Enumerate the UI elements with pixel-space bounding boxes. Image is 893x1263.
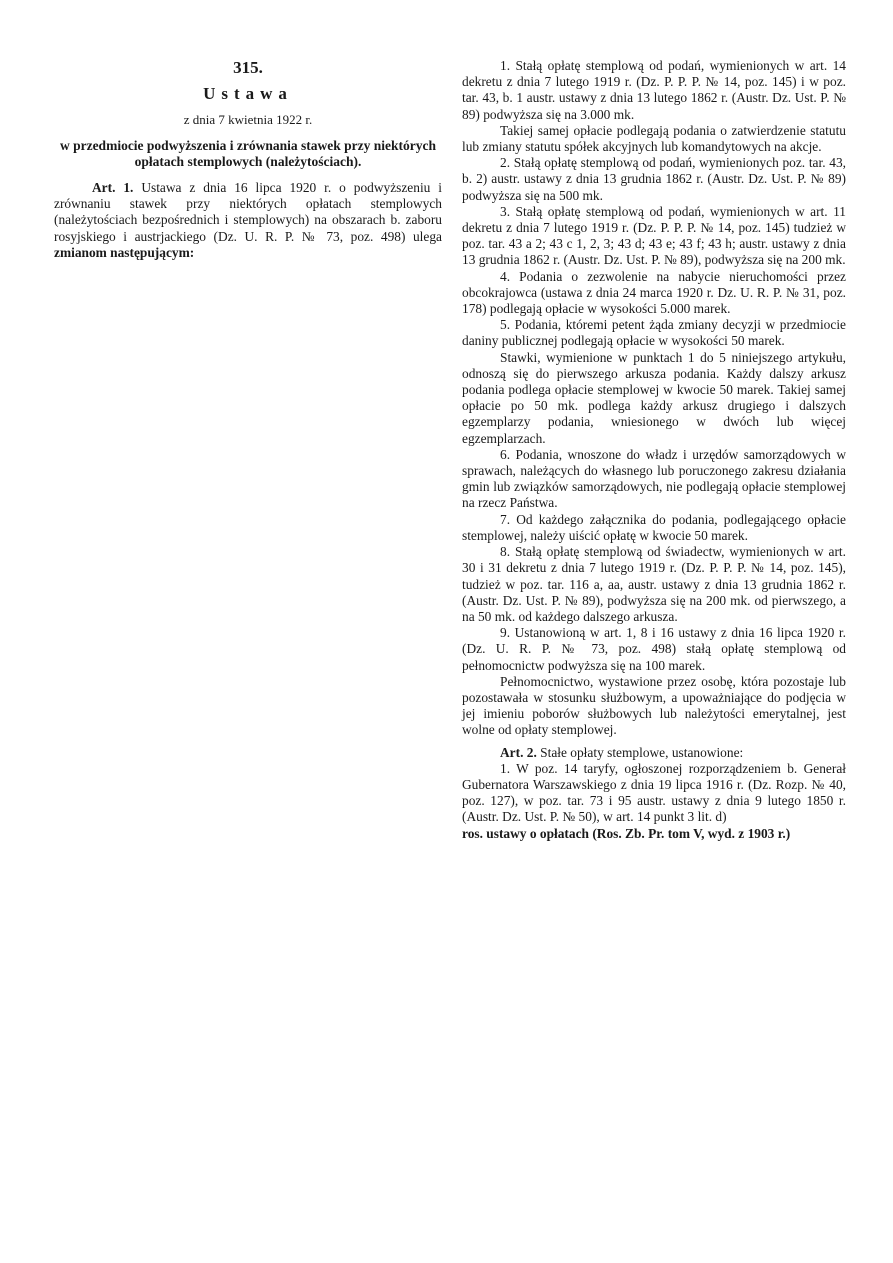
paragraph: 3. Stałą opłatę stemplową od podań, wymienionych w art. 11 dekretu z dnia 7 lutego 1919 r. (Dz. P. P. P. № 14, poz. 145) tudzież w poz. tar. 43 a 2; 43 c 1, 2, 3; 43 d; 43 e; 43 f; 43 h; austr. ustawy z dnia 13 grudnia 1862 r. (Austr. Dz. Ust. P. № 89), podwyższa się na 200 mk. — [462, 203, 846, 268]
act-number: 315. — [233, 58, 263, 77]
paragraph: 5. Podania, któremi petent żąda zmiany decyzji w przedmiocie daniny publicznej podlegają opłacie w wysokości 50 marek. — [462, 317, 846, 349]
article-1-text: Ustawa z dnia 16 lipca 1920 r. o podwyższeniu i zrównaniu stawek przy niektórych opłatach stemplowych (należytościach bezpośrednich i stemplowych) na obszarach b. zaboru rosyjskiego i austrjackiego (Dz. U. R. P. № 73, poz. 498) ulega — [54, 180, 442, 244]
paragraph: Stawki, wymienione w punktach 1 do 5 niniejszego artykułu, odnoszą się do pierwszego arkusza podania. Każdy dalszy arkusz podania podlega opłacie stemplowej w kwocie 50 marek. Takiej samej opłacie po 50 mk. podlega każdy arkusz drugiego i dalszych egzemplarzy podania, wniesionego w dwóch lub więcej egzemplarzach. — [462, 349, 846, 446]
left-column — [54, 58, 442, 261]
act-subject: w przedmiocie podwyższenia i zrównania stawek przy niektórych opłatach stemplowych (należytościach). — [59, 138, 437, 169]
paragraph: 1. Stałą opłatę stemplową od podań, wymienionych w art. 14 dekretu z dnia 7 lutego 1919 r. (Dz. P. P. P. № 14, poz. 145) i w poz. tar. 43, b. 1 austr. ustawy z dnia 13 lutego 1862 r. (Austr. Dz. Ust. P. № 89) podwyższa się na 3.000 mk. — [462, 58, 846, 122]
paragraph: 6. Podania, wnoszone do władz i urzędów samorządowych w sprawach, należących do własnego lub poruczonego zakresu działania gmin lub związków samorządowych, nie podlegają opłacie stemplowej na rzecz Państwa. — [462, 446, 846, 511]
paragraph: 7. Od każdego załącznika do podania, podlegającego opłacie stemplowej, należy uiścić opłatę w kwocie 50 marek. — [462, 511, 846, 543]
paragraph: Pełnomocnictwo, wystawione przez osobę, która pozostaje lub pozostawała w stosunku służbowym, a upoważniające do podjęcia w jej imieniu poborów służbowych lub należytości emerytalnej, jest wolne od opłaty stemplowej. — [462, 673, 846, 738]
paragraph: 8. Stałą opłatę stemplową od świadectw, wymienionych w art. 30 i 31 dekretu z dnia 7 lutego 1919 r. (Dz. P. P. P. № 14, poz. 145), tudzież w poz. tar. 116 a, aa, austr. ustawy z dnia 13 grudnia 1862 r. (Austr. Dz. Ust. P. № 89), podwyższa się na 200 mk. od pierwszego, a na 50 mk. od każdego dalszego arkusza. — [462, 544, 846, 624]
article-1-end: zmianom następującym: — [54, 244, 195, 260]
article-2-label: Art. 2. — [500, 744, 537, 760]
act-date: z dnia 7 kwietnia 1922 r. — [183, 112, 313, 127]
paragraph-continued: ros. ustawy o opłatach (Ros. Zb. Pr. tom V, wyd. z 1903 r.) — [462, 825, 791, 841]
paragraph: 1. W poz. 14 taryfy, ogłoszonej rozporządzeniem b. Generał Gubernatora Warszawskiego z dnia 19 lipca 1916 r. (Dz. Rozp. № 40, poz. 127), w poz. tar. 73 i 95 austr. ustawy z dnia 9 lutego 1850 r. (Austr. Dz. Ust. P. № 50), w art. 14 punkt 3 lit. d) — [462, 760, 846, 825]
paragraph: Takiej samej opłacie podlegają podania o zatwierdzenie statutu lub zmiany statutu spółek akcyjnych lub komandytowych na akcje. — [462, 122, 846, 155]
article-2 — [462, 745, 846, 761]
paragraph: 9. Ustanowioną w art. 1, 8 i 16 ustawy z dnia 16 lipca 1920 r. (Dz. U. R. P. № 73, poz. 498) stałą opłatę stemplową od pełnomocnictw podwyższa się na 100 marek. — [462, 625, 846, 673]
paragraph: 4. Podania o zezwolenie na nabycie nieruchomości przez obcokrajowca (ustawa z dnia 24 marca 1920 r. Dz. U. R. P. № 31, poz. 178) podlegają opłacie w wysokości 5.000 marek. — [462, 268, 846, 317]
paragraph: 2. Stałą opłatę stemplową od podań, wymienionych poz. tar. 43, b. 2) austr. ustawy z dnia 13 grudnia 1862 r. (Austr. Dz. Ust. P. № 89) podwyższa się na 500 mk. — [462, 155, 846, 203]
article-1 — [54, 180, 442, 261]
article-2-text: Stałe opłaty stemplowe, ustanowione: — [540, 744, 744, 760]
act-title: Ustawa — [203, 84, 293, 103]
right-column — [462, 58, 846, 842]
article-1-label: Art. 1. — [92, 180, 134, 195]
